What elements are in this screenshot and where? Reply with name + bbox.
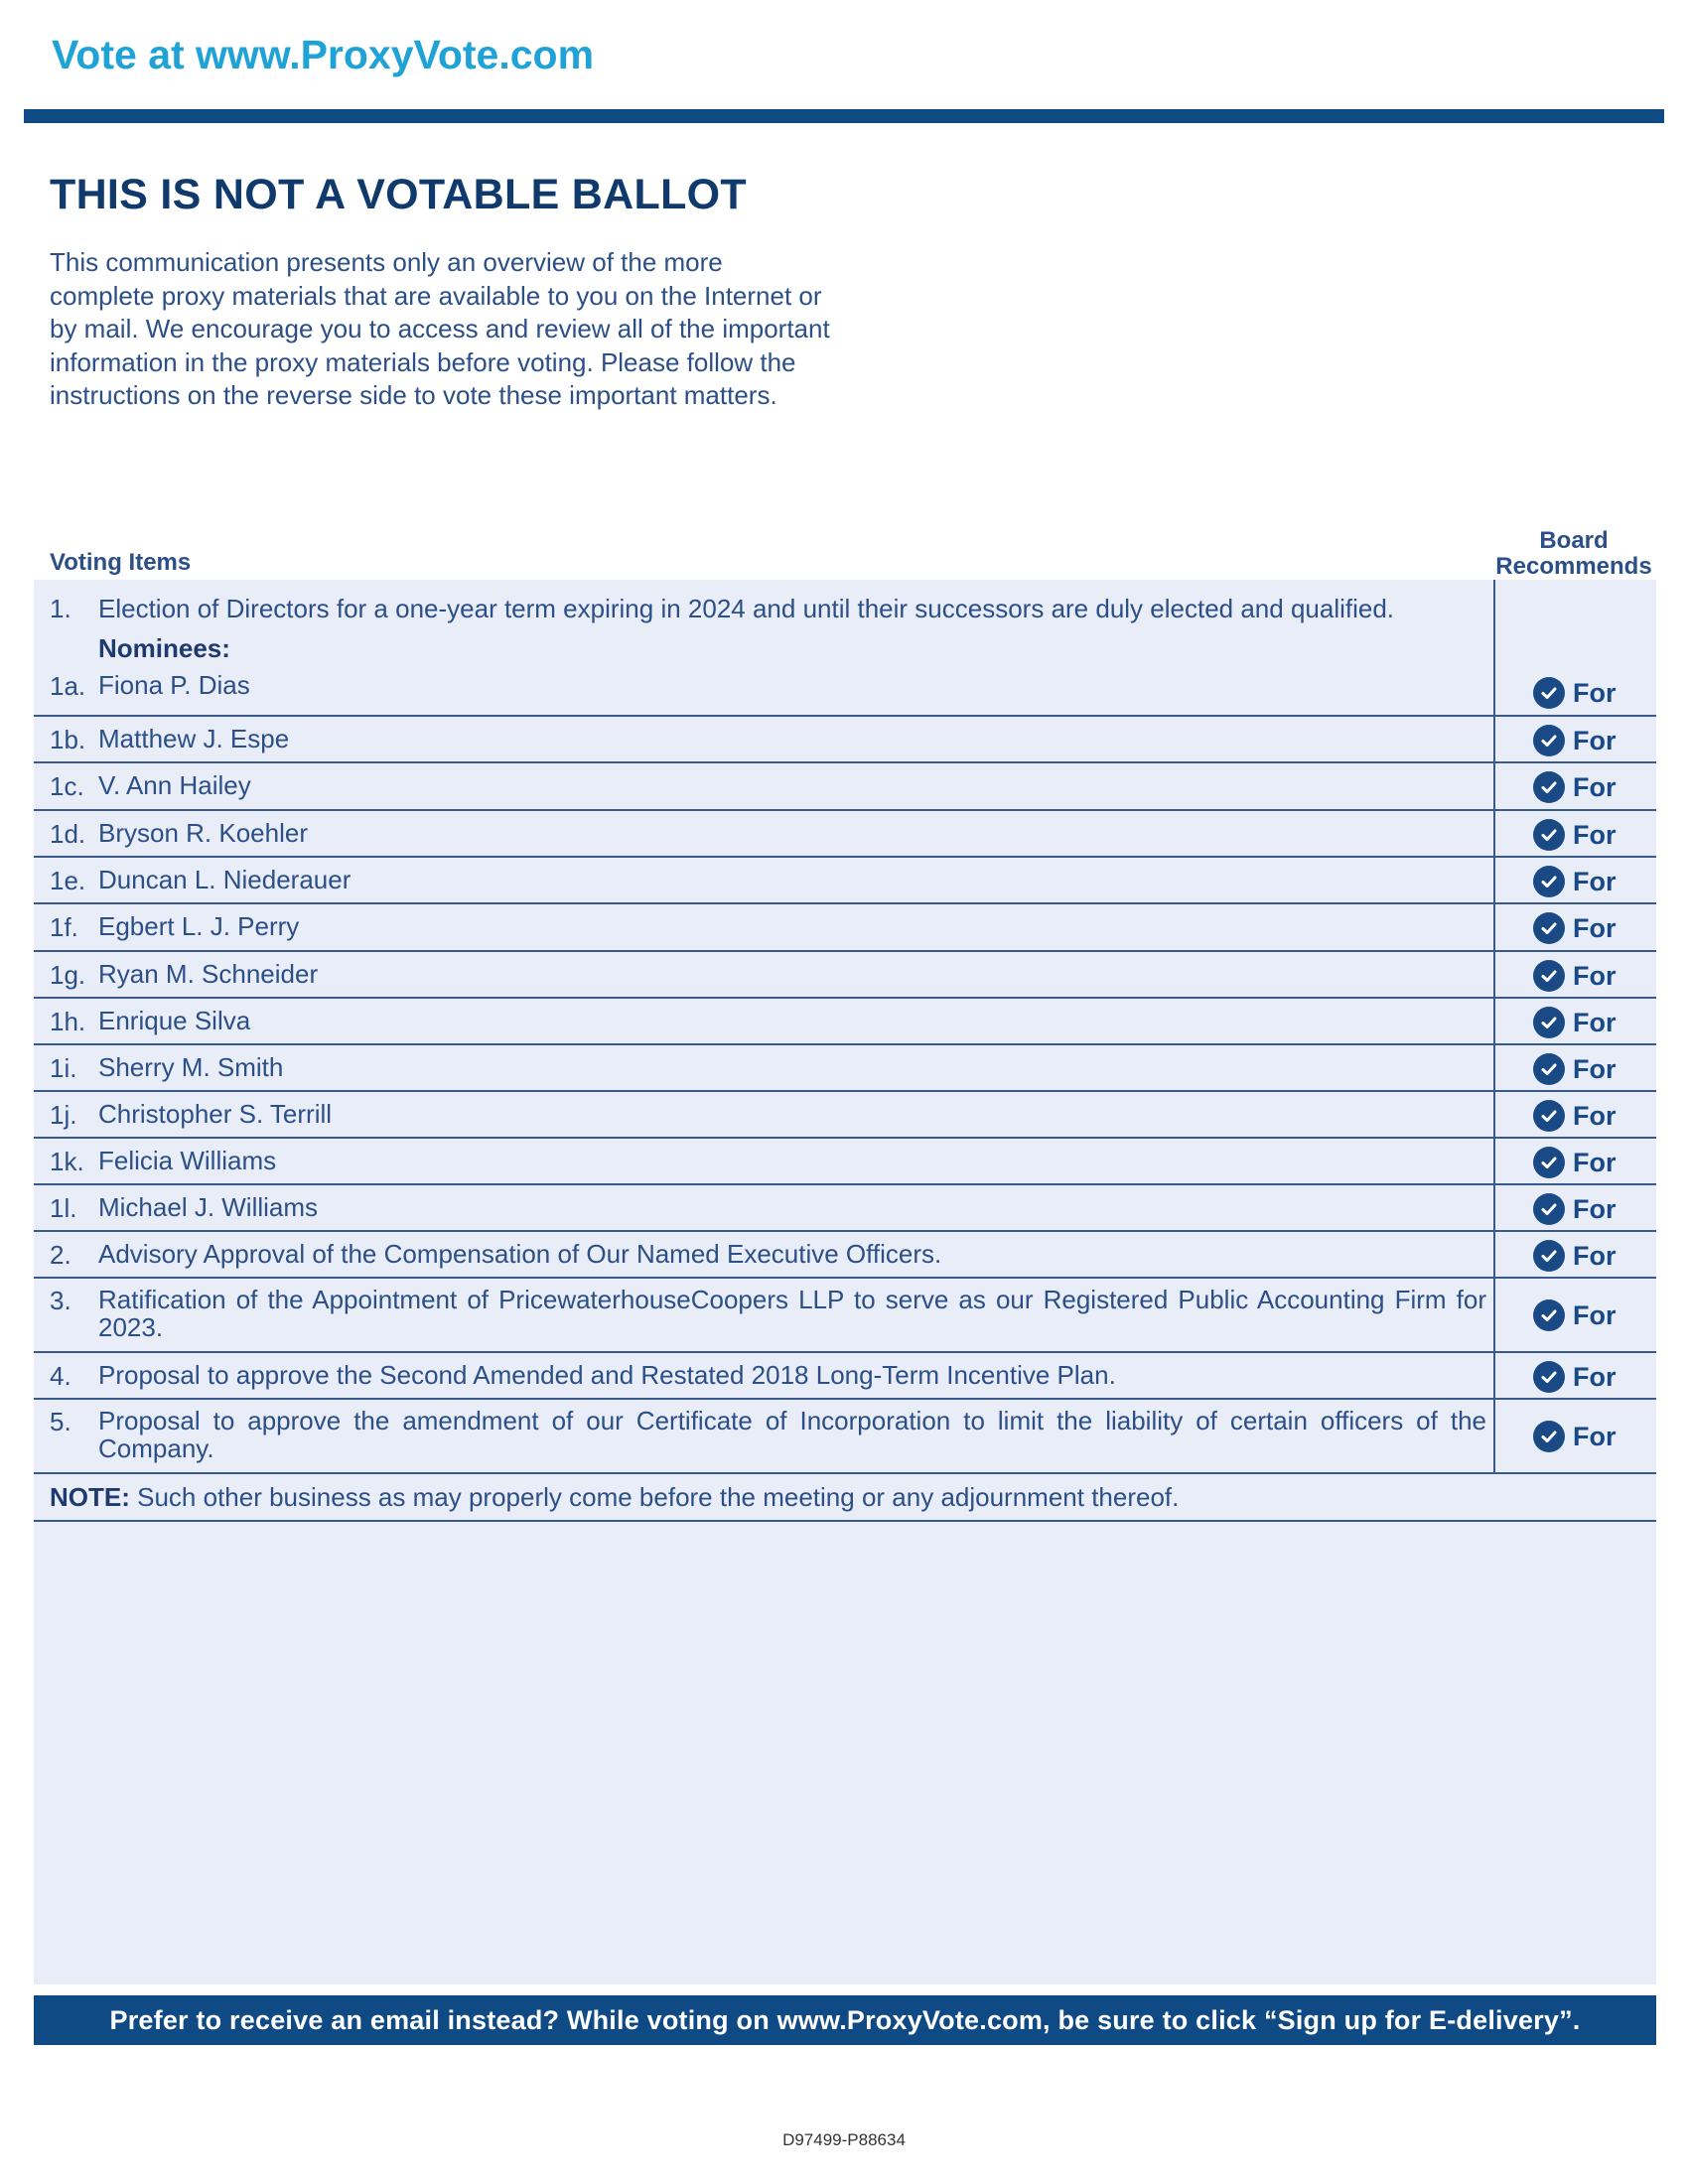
check-circle-icon [1533,819,1565,851]
nominee-name: Bryson R. Koehler [98,818,308,848]
nominee-name: Matthew J. Espe [98,724,290,753]
recommendation [1501,1189,1656,1229]
recommendation-label: For [1573,1100,1617,1131]
nominee-number: 1h. [50,1007,86,1036]
nominee-row [34,763,1656,811]
recommendation [1501,721,1656,760]
proposal-row [34,1279,1656,1353]
proposal-row [34,1232,1656,1279]
proposal-text: Advisory Approval of the Compensation of Our Named Executive Officers. [98,1239,942,1269]
nominee-name: Felicia Williams [98,1146,277,1175]
nominee-number: 1e. [50,866,86,895]
recommendation-label: For [1573,1240,1617,1271]
check-circle-icon [1533,1053,1565,1085]
nominee-name: Ryan M. Schneider [98,959,319,989]
recommendation-label: For [1573,1421,1617,1451]
recommendation-label: For [1573,1361,1617,1392]
nominee-row [34,717,1656,763]
nominee-name: Egbert L. J. Perry [98,911,300,941]
recommendation [1501,1003,1656,1042]
recommendation-label: For [1573,1299,1617,1330]
recommendation-label: For [1573,771,1617,802]
nominee-number: 1d. [50,819,86,849]
check-circle-icon [1533,1193,1565,1225]
nominee-row [34,904,1656,952]
proposal-text: Proposal to approve the amendment of our Certificate of Incorporation to limit the liability of certain officers of the Company. [98,1406,1486,1463]
proposal-number: 4. [50,1361,71,1391]
recommendation [1501,1236,1656,1276]
note-text [50,1482,1179,1513]
check-circle-icon [1533,1100,1565,1132]
header-rule [24,109,1664,123]
recommendation [1501,862,1656,901]
check-circle-icon [1533,1240,1565,1272]
nominee-name: Enrique Silva [98,1006,251,1035]
recommendation [1501,1296,1656,1335]
check-circle-icon [1533,1361,1565,1393]
edelivery-text[interactable]: Prefer to receive an email instead? While voting on www.ProxyVote.com, be sure to click “Sign up for E-delivery”. [109,2004,1581,2035]
nominee-number: 1j. [50,1100,77,1130]
recommendation-label: For [1573,819,1617,850]
recommendation-label: For [1573,866,1617,896]
nominee-number: 1f. [50,912,78,942]
recommendation [1501,767,1656,807]
nominee-row [34,1092,1656,1139]
nominee-number: 1g. [50,960,86,990]
nominee-row [34,1045,1656,1092]
nominees-label: Nominees: [98,633,230,663]
check-circle-icon [1533,912,1565,944]
recommendation [1501,1143,1656,1182]
note-row [34,1474,1656,1522]
recommendation [1501,1049,1656,1089]
recommendation-label: For [1573,725,1617,755]
item-number: 1. [50,594,71,623]
recommendation-label: For [1573,1147,1617,1177]
header-title[interactable]: Vote at www.ProxyVote.com [52,32,595,77]
check-circle-icon [1533,725,1565,756]
intro-text: This communication presents only an overview of the more complete proxy materials that are available to you on the Internet or by mail. We encourage you to access and review all of the important information in the proxy materials before voting. Please follow the instructions on the reverse side to vote these important matters. [50,247,830,410]
nominee-number: 1a. [50,671,86,701]
check-circle-icon [1533,1147,1565,1178]
proposal-number: 5. [50,1407,71,1436]
recommendation-label: For [1573,1053,1617,1084]
nominee-number: 1k. [50,1147,84,1176]
recommendation [1501,956,1656,996]
recommendation-label: For [1573,960,1617,991]
recommendation-label: For [1573,1193,1617,1224]
nominee-number: 1i. [50,1053,77,1083]
proposal-number: 2. [50,1240,71,1270]
recommendation-label: For [1573,1007,1617,1037]
check-circle-icon [1533,960,1565,992]
recommendation [1501,815,1656,855]
recommendation [1501,1096,1656,1136]
note-label: NOTE: [50,1482,130,1512]
nominee-row [34,952,1656,999]
recommendation-label: For [1573,912,1617,943]
check-circle-icon [1533,771,1565,803]
nominee-name: Sherry M. Smith [98,1052,284,1082]
proposal-text: Proposal to approve the Second Amended and Restated 2018 Long-Term Incentive Plan. [98,1360,1116,1390]
proposal-text: Ratification of the Appointment of PricewaterhouseCoopers LLP to serve as our Registered Public Accounting Firm for 2023. [98,1285,1486,1342]
check-circle-icon [1533,866,1565,897]
proposal-row [34,1400,1656,1474]
check-circle-icon [1533,677,1565,709]
nominee-name: V. Ann Hailey [98,770,251,800]
nominee-row [34,669,1656,717]
item-text: Election of Directors for a one-year term expiring in 2024 and until their successors are duly elected and qualified. [98,594,1395,623]
nominee-row [34,1139,1656,1185]
recommendation [1501,1357,1656,1397]
nominee-number: 1l. [50,1193,77,1223]
edelivery-banner [34,1995,1656,2045]
proposal-row [34,1353,1656,1400]
nominee-row [34,999,1656,1045]
nominee-name: Fiona P. Dias [98,670,250,700]
recommendation-label: For [1573,677,1617,708]
nominee-number: 1b. [50,725,86,754]
check-circle-icon [1533,1421,1565,1452]
recommendation [1501,908,1656,948]
board-recommends-header: Board Recommends [1495,527,1652,580]
proposal-number: 3. [50,1286,71,1315]
voting-items-header: Voting Items [50,549,192,576]
check-circle-icon [1533,1007,1565,1038]
recommendation [1501,673,1656,713]
nominee-name: Michael J. Williams [98,1192,319,1222]
nominee-number: 1c. [50,771,84,801]
note-body: Such other business as may properly come before the meeting or any adjournment thereof. [137,1482,1180,1512]
nominee-row [34,1185,1656,1232]
nominee-name: Christopher S. Terrill [98,1099,333,1129]
page-title: THIS IS NOT A VOTABLE BALLOT [50,171,747,218]
recommendation [1501,1417,1656,1456]
check-circle-icon [1533,1299,1565,1331]
nominee-row [34,811,1656,858]
nominee-row [34,858,1656,904]
nominee-name: Duncan L. Niederauer [98,865,352,894]
document-code: D97499-P88634 [782,2130,906,2149]
